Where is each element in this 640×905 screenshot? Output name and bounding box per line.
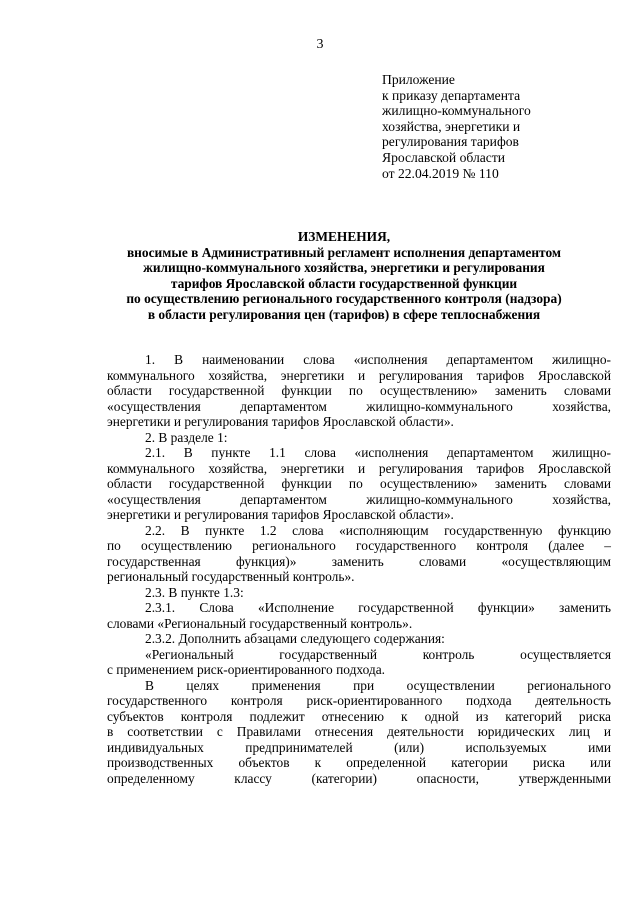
body-line: определенному классу (категории) опасности, утвержденными	[107, 770, 611, 786]
body-line: 2. В разделе 1:	[145, 429, 228, 445]
body-line: словами «Региональный государственный контроль».	[107, 615, 413, 631]
body-line: 2.3. В пункте 1.3:	[145, 584, 244, 600]
heading-line: тарифов Ярославской области государственной функции	[170, 275, 518, 291]
body-line: производственных объектов к определенной категории риска или	[107, 755, 611, 770]
document-heading	[96, 229, 592, 322]
body-line: коммунального хозяйства, энергетики и регулирования тарифов Ярославской	[107, 367, 611, 383]
body-line: В целях применения при осуществлении регионального	[145, 677, 611, 693]
body-line: в соответствии с Правилами отнесения деятельности юридических лиц и	[107, 724, 611, 739]
appendix-line: хозяйства, энергетики и	[382, 118, 521, 134]
appendix-line: жилищно-коммунального	[382, 103, 531, 119]
body-line: энергетики и регулирования тарифов Ярославской области».	[107, 414, 454, 429]
body-line: «Региональный государственный контроль осуществляется	[145, 646, 611, 662]
appendix-line: от 22.04.2019 № 110	[382, 165, 499, 181]
heading-line: жилищно-коммунального хозяйства, энергетики и регулирования	[143, 260, 545, 275]
heading-line: в области регулирования цен (тарифов) в сфере теплоснабжения	[147, 306, 541, 322]
body-line: региональный государственный контроль».	[107, 569, 355, 584]
body-line: 2.3.2. Дополнить абзацами следующего содержания:	[145, 631, 445, 646]
body-line: энергетики и регулирования тарифов Ярославской области».	[107, 507, 454, 522]
body-line: области государственной функции по осуществлению» заменить словами	[107, 476, 611, 491]
appendix-line: регулирования тарифов	[382, 134, 519, 150]
body-line: государственного контроля риск-ориентированного подхода деятельность	[107, 693, 611, 708]
body-line: 2.2. В пункте 1.2 слова «исполняющим государственную функцию	[145, 522, 611, 538]
body-line: по осуществлению регионального государственного контроля (далее –	[107, 538, 611, 553]
body-line: 2.1. В пункте 1.1 слова «исполнения департаментом жилищно-	[145, 445, 611, 460]
heading-title: ИЗМЕНЕНИЯ,	[297, 229, 391, 244]
body-line: государственная функция)» заменить словами «осуществляющим	[107, 553, 611, 569]
body-line: субъектов контроля подлежит отнесению к одной из категорий риска	[107, 708, 611, 724]
appendix-block	[382, 72, 622, 181]
page-number: 3	[316, 37, 324, 52]
body-line: области государственной функции по осуществлению» заменить словами	[107, 383, 611, 398]
body-line: «осуществления департаментом жилищно-коммунального хозяйства,	[107, 491, 611, 507]
appendix-line: к приказу департамента	[382, 87, 521, 103]
appendix-line: Ярославской области	[382, 149, 506, 165]
heading-line: вносимые в Административный регламент исполнения департаментом	[126, 244, 562, 260]
body-line: «осуществления департаментом жилищно-коммунального хозяйства,	[107, 398, 611, 414]
heading-line: по осуществлению регионального государственного контроля (надзора)	[126, 291, 562, 306]
body-line: 2.3.1. Слова «Исполнение государственной функции» заменить	[145, 600, 611, 615]
body-line: с применением риск-ориентированного подхода.	[107, 662, 385, 677]
body-line: коммунального хозяйства, энергетики и регулирования тарифов Ярославской	[107, 460, 611, 476]
body-line: 1. В наименовании слова «исполнения департаментом жилищно-	[145, 352, 611, 367]
body-line: индивидуальных предпринимателей (или) используемых ими	[107, 739, 611, 755]
document-body	[107, 352, 611, 786]
appendix-line: Приложение	[382, 72, 455, 87]
